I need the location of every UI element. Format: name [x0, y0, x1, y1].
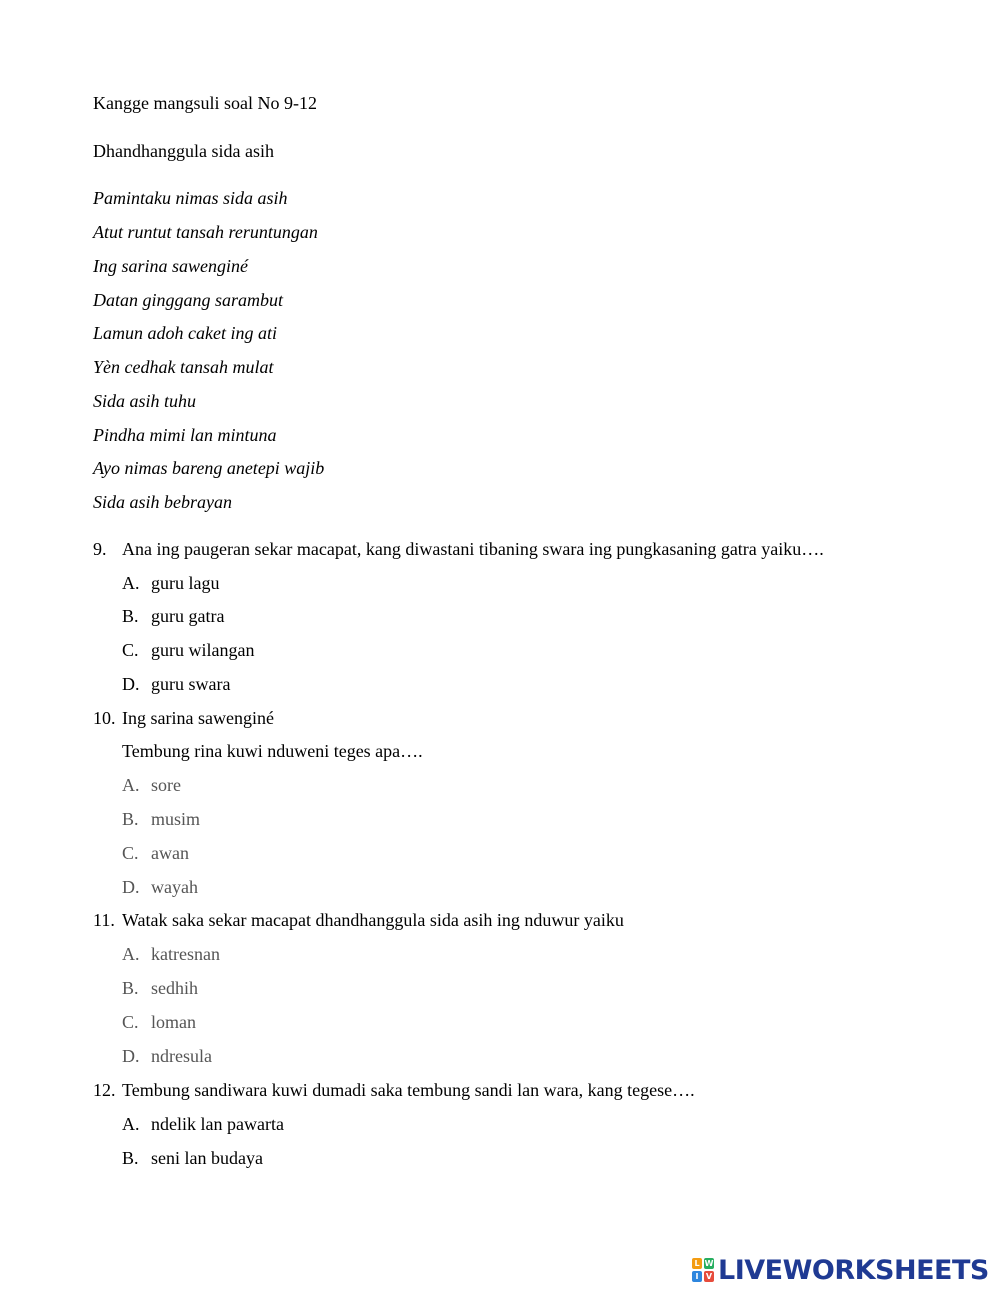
option-letter: B. [122, 606, 139, 626]
question-subtext: Tembung rina kuwi nduweni teges apa…. [122, 741, 423, 761]
poem-line: Yèn cedhak tansah mulat [93, 357, 274, 377]
option-letter: B. [122, 1148, 139, 1168]
option-letter: D. [122, 1046, 140, 1066]
option-letter: A. [122, 944, 140, 964]
option-letter: A. [122, 775, 140, 795]
answer-option[interactable] [122, 977, 198, 999]
poem-line: Ayo nimas bareng anetepi wajib [93, 458, 325, 478]
answer-option[interactable] [122, 808, 200, 830]
instruction-text: Kangge mangsuli soal No 9-12 [93, 93, 317, 113]
poem-line: Pindha mimi lan mintuna [93, 425, 277, 445]
answer-option[interactable] [122, 1011, 196, 1033]
question-number: 11. [93, 910, 115, 930]
question-number: 12. [93, 1080, 116, 1100]
logo-icon-tile: W [704, 1259, 714, 1268]
answer-option[interactable] [122, 774, 181, 796]
option-text: ndresula [151, 1046, 212, 1066]
answer-option[interactable] [122, 605, 224, 627]
option-text: guru gatra [151, 606, 225, 626]
poem-line: Pamintaku nimas sida asih [93, 188, 288, 208]
poem-line: Lamun adoh caket ing ati [93, 323, 277, 343]
option-text: seni lan budaya [151, 1148, 263, 1168]
liveworksheets-icon [692, 1258, 714, 1282]
option-letter: B. [122, 978, 139, 998]
option-letter: A. [122, 573, 140, 593]
question-number: 10. [93, 708, 116, 728]
option-text: wayah [151, 877, 198, 897]
poem-line: Ing sarina sawenginé [93, 256, 248, 276]
answer-option[interactable] [122, 876, 198, 898]
option-letter: C. [122, 843, 139, 863]
option-text: loman [151, 1012, 196, 1032]
logo-icon-tile: V [705, 1272, 713, 1281]
poem-title: Dhandhanggula sida asih [93, 141, 274, 161]
poem-line: Sida asih bebrayan [93, 492, 232, 512]
answer-option[interactable] [122, 1045, 212, 1067]
logo-text: LIVEWORKSHEETS [718, 1254, 989, 1286]
option-text: musim [151, 809, 201, 829]
option-text: guru lagu [151, 573, 220, 593]
option-text: sedhih [151, 978, 198, 998]
option-letter: D. [122, 674, 140, 694]
liveworksheets-logo[interactable] [692, 1255, 989, 1285]
question-text: Ing sarina sawenginé [122, 708, 274, 728]
option-text: awan [151, 843, 189, 863]
poem-line: Sida asih tuhu [93, 391, 197, 411]
poem-line: Atut runtut tansah reruntungan [93, 222, 318, 242]
answer-option[interactable] [122, 943, 220, 965]
answer-option[interactable] [122, 1113, 284, 1135]
question-text: Watak saka sekar macapat dhandhanggula sida asih ing nduwur yaiku [122, 910, 624, 930]
option-letter: A. [122, 1114, 140, 1134]
option-letter: C. [122, 640, 139, 660]
logo-icon-tile: L [692, 1258, 702, 1269]
option-text: guru wilangan [151, 640, 255, 660]
answer-option[interactable] [122, 673, 230, 695]
option-text: katresnan [151, 944, 220, 964]
option-letter: B. [122, 809, 139, 829]
question-text: Ana ing paugeran sekar macapat, kang diwastani tibaning swara ing pungkasaning gatra yaiku…. [122, 539, 824, 559]
answer-option[interactable] [122, 639, 254, 661]
answer-option[interactable] [122, 1147, 263, 1169]
option-text: sore [151, 775, 181, 795]
question-number: 9. [93, 539, 107, 559]
poem-line: Datan ginggang sarambut [93, 290, 284, 310]
answer-option[interactable] [122, 842, 189, 864]
option-letter: D. [122, 877, 140, 897]
logo-icon-tile: I [692, 1271, 702, 1282]
answer-option[interactable] [122, 572, 219, 594]
option-letter: C. [122, 1012, 139, 1032]
option-text: guru swara [151, 674, 231, 694]
option-text: ndelik lan pawarta [151, 1114, 284, 1134]
question-text: Tembung sandiwara kuwi dumadi saka tembung sandi lan wara, kang tegese…. [122, 1080, 695, 1100]
